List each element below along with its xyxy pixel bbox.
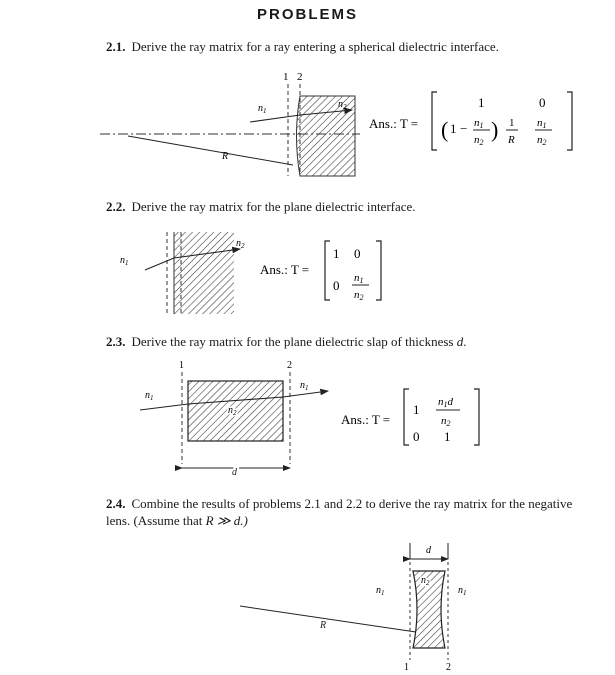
- frac-n2: n2: [441, 415, 451, 428]
- answer-2-2: [260, 241, 381, 302]
- thickness-variable: d: [456, 334, 464, 349]
- matrix-bracket-left: [404, 389, 409, 445]
- plane-2-label: 2: [446, 662, 451, 673]
- radius-line: [240, 606, 416, 632]
- matrix-d: 1: [444, 429, 451, 444]
- problem-number: 2.1.: [106, 39, 126, 54]
- matrix-one: 1: [450, 121, 457, 136]
- radius-label: R: [222, 151, 229, 162]
- paren-right: ): [491, 117, 499, 142]
- thickness-label: d: [426, 545, 431, 556]
- dielectric-plane: [174, 232, 234, 314]
- thickness-label: d: [232, 467, 237, 478]
- plane-2-label: 2: [287, 360, 292, 371]
- assumption: R ≫ d.): [205, 513, 248, 528]
- paren-left: (: [441, 117, 449, 142]
- plane-1-label: 1: [179, 360, 184, 371]
- frac-n1: n1: [474, 117, 484, 130]
- n2-label: $n_2$: [236, 238, 245, 250]
- matrix-b: 0: [354, 246, 361, 261]
- problem-number: 2.3.: [106, 334, 126, 349]
- answer-label: Ans.: T =: [260, 262, 310, 277]
- frac-n1d: n1d: [438, 396, 453, 409]
- radius-label: R: [320, 620, 327, 631]
- matrix-c: 0: [413, 429, 420, 444]
- radius-line: [128, 136, 293, 165]
- plane-1-label: 1: [404, 662, 409, 673]
- answer-2-1: [369, 92, 572, 150]
- incident-ray: [145, 258, 174, 270]
- n1-label: $n_1$: [258, 103, 267, 115]
- matrix-a: 1: [333, 246, 340, 261]
- incident-ray: [250, 115, 300, 122]
- frac-n2: n2: [474, 134, 484, 147]
- n1-label: $n_1$: [458, 585, 467, 597]
- matrix-minus: −: [460, 121, 468, 136]
- incident-ray: [140, 404, 188, 410]
- frac-r: R: [508, 134, 515, 146]
- n2-label: $n_2$: [421, 575, 430, 587]
- plane-2-label: 2: [297, 71, 303, 83]
- frac-n2: n2: [537, 134, 547, 147]
- matrix-a: 1: [413, 402, 420, 417]
- n2-label: $n_2$: [338, 99, 347, 111]
- matrix-bracket-right: [474, 389, 479, 445]
- matrix-a: 1: [478, 95, 485, 110]
- period: .: [463, 334, 467, 349]
- n1-label: $n_1$: [120, 255, 129, 267]
- n1-label: $n_1$: [376, 585, 385, 597]
- answer-label: Ans.: T =: [341, 412, 391, 427]
- n1-label: $n_1$: [300, 380, 309, 392]
- answer-2-3: [341, 389, 479, 445]
- matrix-b: 0: [539, 95, 546, 110]
- answer-label: Ans.: T =: [369, 116, 419, 131]
- frac-n2: n2: [354, 289, 364, 302]
- problem-number: 2.4.: [106, 496, 126, 511]
- matrix-bracket-left: [432, 92, 437, 150]
- n1-label: $n_1$: [145, 390, 154, 402]
- frac-one: 1: [509, 117, 515, 129]
- n2-label: $n_2$: [228, 405, 237, 417]
- problem-text: Derive the ray matrix for the plane dielectric interface.: [131, 199, 416, 214]
- matrix-c: 0: [333, 278, 340, 293]
- matrix-bracket-right: [567, 92, 572, 150]
- figure-2-1: [100, 71, 360, 176]
- frac-n1: n1: [537, 117, 547, 130]
- page-title: PROBLEMS: [256, 6, 358, 23]
- plane-1-label: 1: [283, 71, 289, 83]
- problem-number: 2.2.: [106, 199, 126, 214]
- problem-text: Combine the results of problems 2.1 and 2.2 to derive the ray matrix for the negative lens. (Assume that: [106, 496, 573, 528]
- problem-text: Derive the ray matrix for the plane dielectric slap of thickness: [131, 334, 454, 349]
- figure-2-2: [120, 232, 245, 314]
- matrix-bracket-left: [325, 241, 330, 300]
- matrix-bracket-right: [376, 241, 381, 300]
- problem-text: Derive the ray matrix for a ray entering a spherical dielectric interface.: [131, 39, 499, 54]
- figure-2-3: [140, 360, 328, 478]
- frac-n1: n1: [354, 272, 364, 285]
- figure-2-4: [240, 543, 467, 673]
